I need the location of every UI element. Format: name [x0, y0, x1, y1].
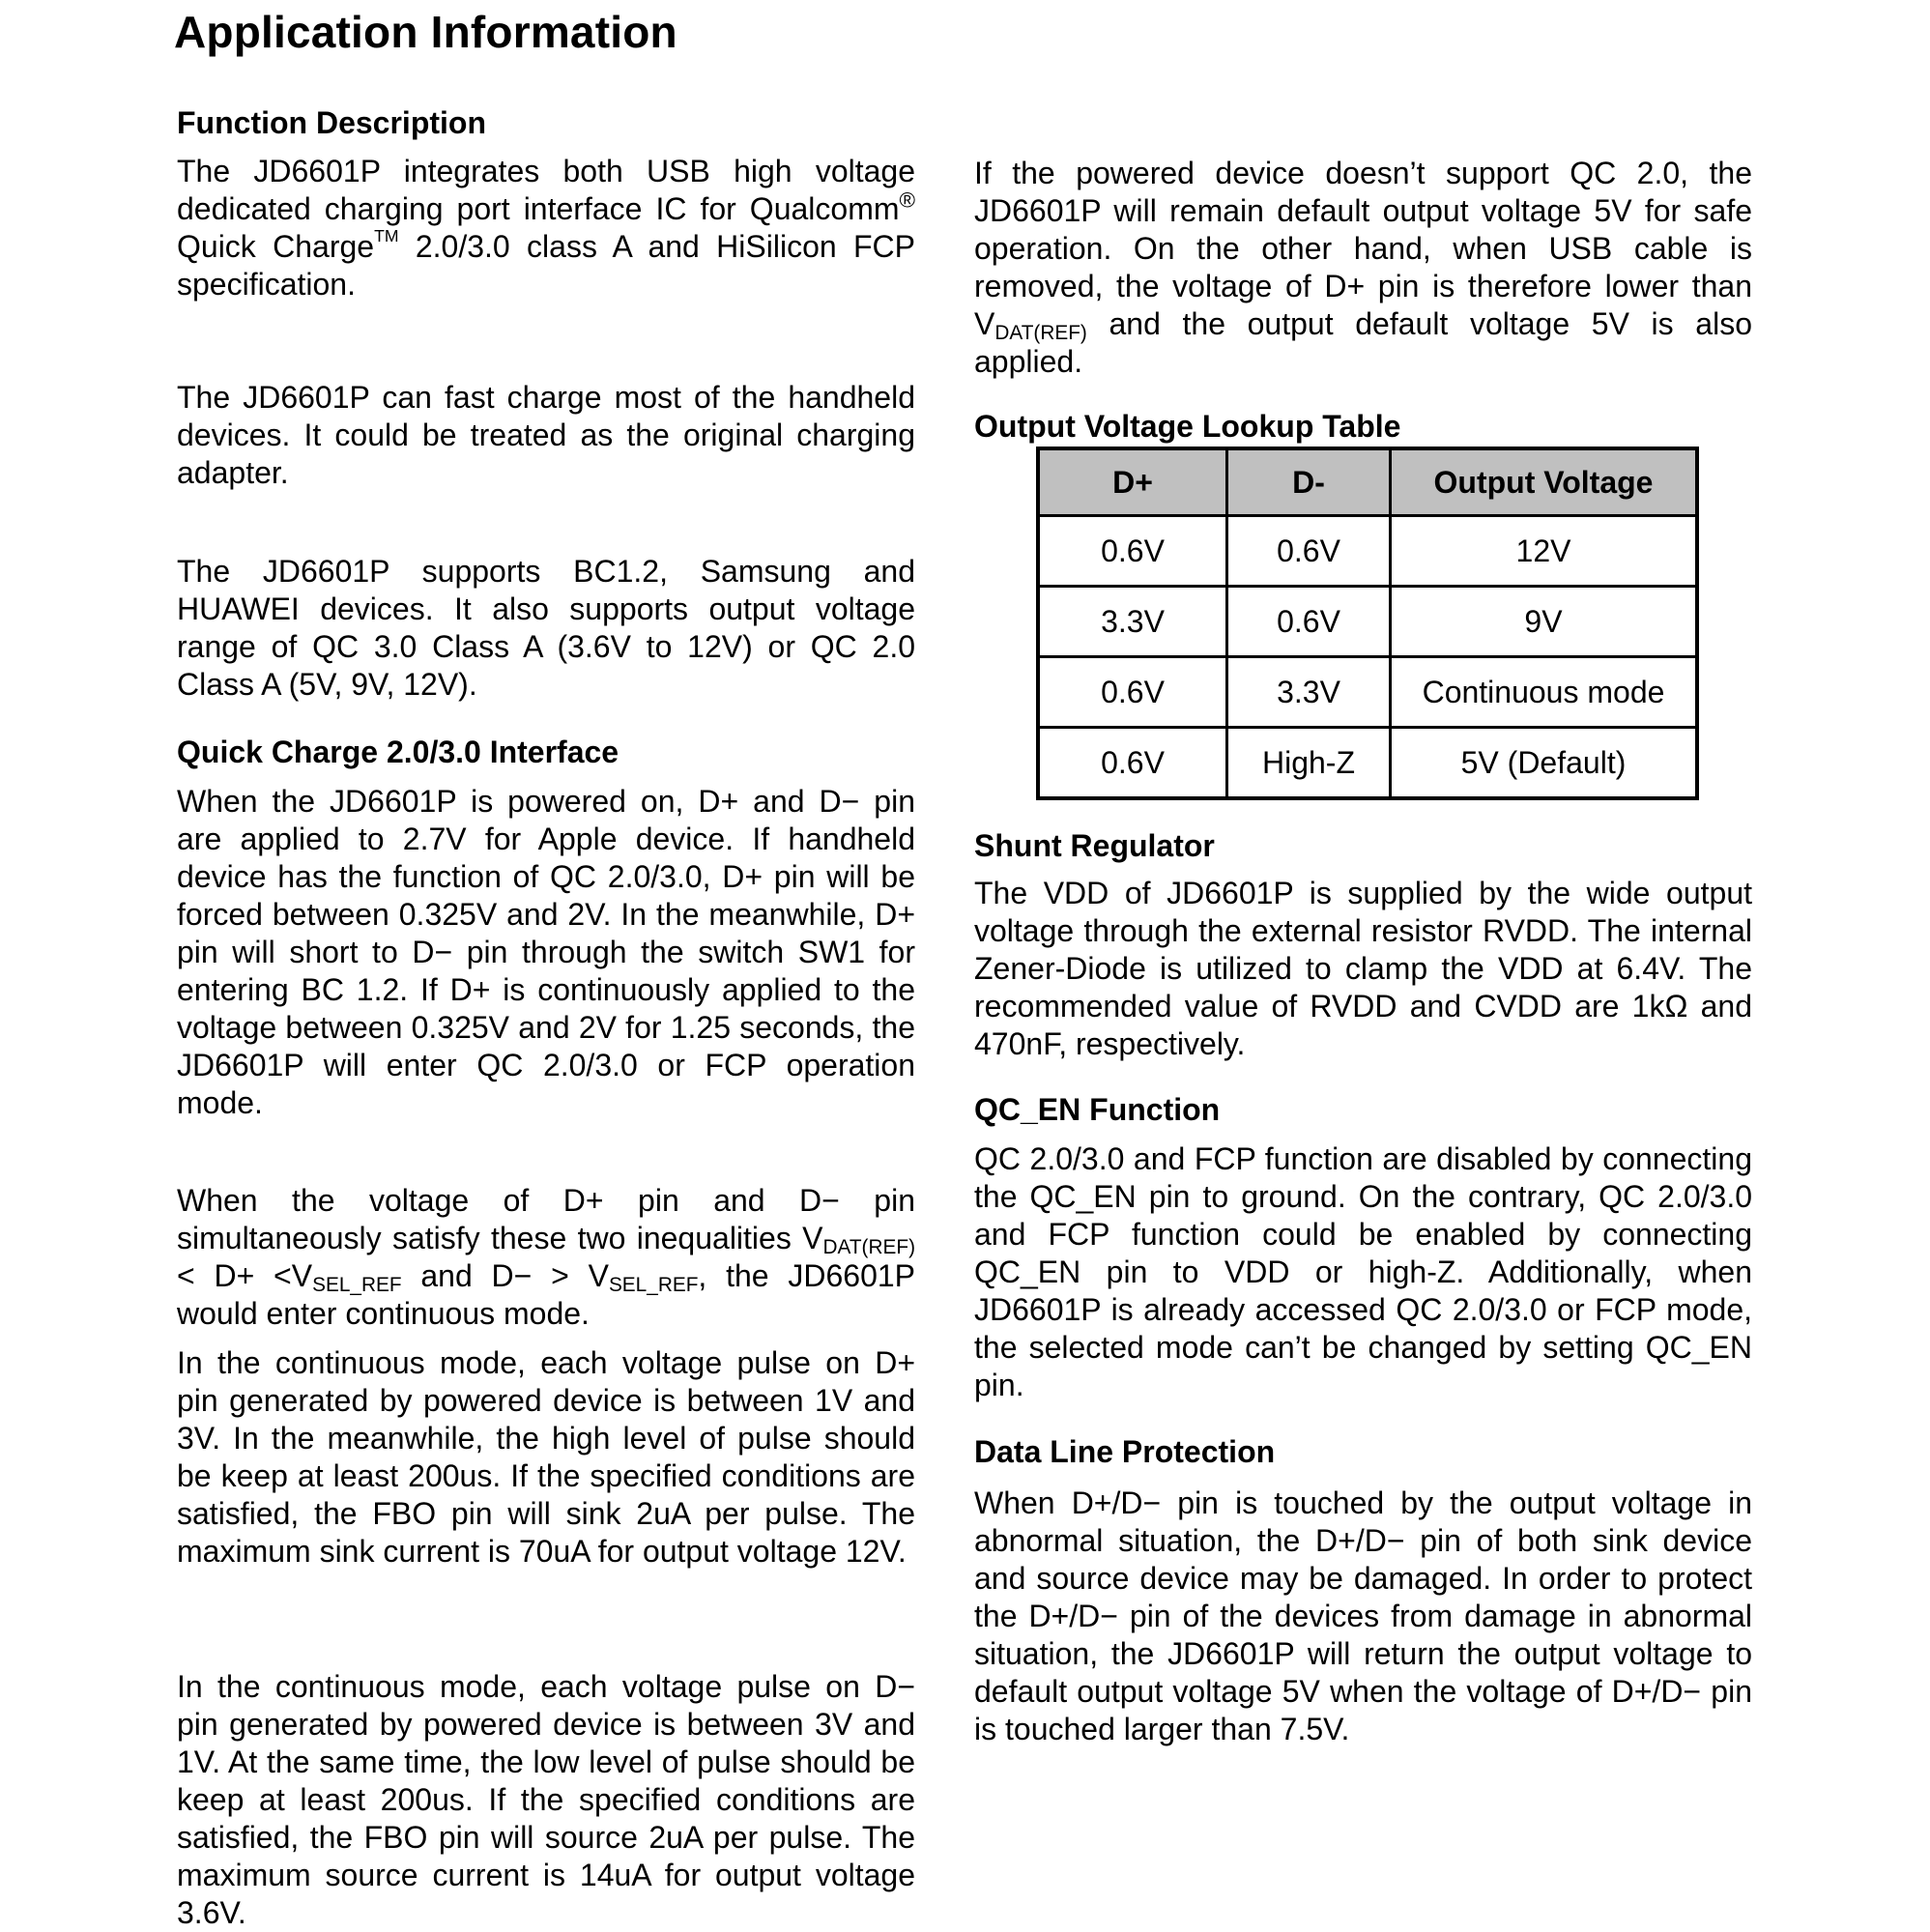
function-description-paragraph-3	[177, 553, 915, 704]
default-voltage-paragraph	[974, 155, 1752, 381]
table-cell: 5V (Default)	[1391, 728, 1698, 799]
output-voltage-lookup-table	[1036, 447, 1699, 800]
subscript: SEL_REF	[312, 1274, 402, 1297]
data-line-protection-paragraph	[974, 1485, 1752, 1748]
table-cell: Continuous mode	[1391, 657, 1698, 728]
table-cell: High-Z	[1227, 728, 1391, 799]
quick-charge-paragraph-3	[177, 1344, 915, 1571]
column-header: D-	[1227, 448, 1391, 516]
function-description-paragraph-2	[177, 379, 915, 492]
paragraph	[177, 1182, 915, 1333]
text-run: < D+ <V	[177, 1258, 313, 1293]
trademark-mark: TM	[374, 226, 399, 246]
section-heading: Function Description	[177, 105, 486, 140]
table-row	[1038, 657, 1697, 728]
table-header-row	[1038, 448, 1697, 516]
table-row	[1038, 587, 1697, 657]
quick-charge-paragraph-4	[177, 1668, 915, 1932]
table-row	[1038, 728, 1697, 799]
registered-mark: ®	[899, 187, 915, 213]
function-description-section	[177, 103, 915, 142]
text-run: and D− > V	[401, 1258, 609, 1293]
table-cell: 0.6V	[1038, 657, 1227, 728]
quick-charge-section	[177, 733, 915, 771]
table-cell: 0.6V	[1227, 587, 1391, 657]
quick-charge-paragraph-2	[177, 1182, 915, 1333]
text-run: Quick Charge	[177, 229, 375, 264]
subscript: SEL_REF	[608, 1274, 699, 1297]
table-cell: 3.3V	[1227, 657, 1391, 728]
table-cell: 3.3V	[1038, 587, 1227, 657]
table-cell: 9V	[1391, 587, 1698, 657]
quick-charge-paragraph-1	[177, 783, 915, 1122]
text-run: 2.0/3.0 class A and HiSilicon FCP specification.	[177, 229, 916, 302]
table-cell: 12V	[1391, 516, 1698, 587]
table-row	[1038, 516, 1697, 587]
text-run: When the voltage of D+ pin and D− pin simultaneously satisfy these two inequalities V	[177, 1183, 915, 1255]
text-run: The JD6601P integrates both USB high voltage dedicated charging port interface IC for Qualcomm	[177, 154, 915, 226]
paragraph: QC 2.0/3.0 and FCP function are disabled by connecting the QC_EN pin to ground. On the contrary, QC 2.0/3.0 and FCP function could be enabled by connecting QC_EN pin to VDD or high-Z. Additionally, when JD6601P is already accessed QC 2.0/3.0 or FCP mode, the selected mode can’t be changed by setting QC_EN pin.	[974, 1141, 1752, 1402]
paragraph: The JD6601P supports BC1.2, Samsung and HUAWEI devices. It also supports output voltage range of QC 3.0 Class A (3.6V to 12V) or QC 2.0 Class A (5V, 9V, 12V).	[177, 554, 915, 702]
lookup-table-section	[974, 407, 1752, 446]
qc-en-section	[974, 1090, 1752, 1129]
paragraph: In the continuous mode, each voltage pulse on D+ pin generated by powered device is between 1V and 3V. In the meanwhile, the high level of pulse should be keep at least 200us. If the specified conditions are satisfied, the FBO pin will sink 2uA per pulse. The maximum sink current is 70uA for output voltage 12V.	[177, 1345, 915, 1569]
subscript: DAT(REF)	[822, 1236, 915, 1259]
column-header: D+	[1038, 448, 1227, 516]
column-header: Output Voltage	[1391, 448, 1698, 516]
section-heading: Data Line Protection	[974, 1434, 1276, 1469]
paragraph	[177, 153, 915, 303]
paragraph: The VDD of JD6601P is supplied by the wide output voltage through the external resistor RVDD. The internal Zener-Diode is utilized to clamp the VDD at 6.4V. The recommended value of RVDD and CVDD are 1kΩ and 470nF, respectively.	[974, 876, 1752, 1061]
qc-en-paragraph	[974, 1140, 1752, 1404]
function-description-paragraph-1	[177, 153, 915, 303]
paragraph: In the continuous mode, each voltage pulse on D− pin generated by powered device is between 3V and 1V. At the same time, the low level of pulse should be keep at least 200us. If the specified conditions are satisfied, the FBO pin will source 2uA per pulse. The maximum source current is 14uA for output voltage 3.6V.	[177, 1669, 915, 1930]
table-cell: 0.6V	[1227, 516, 1391, 587]
data-line-protection-section	[974, 1432, 1752, 1471]
section-heading: Shunt Regulator	[974, 828, 1215, 863]
text-run: , the JD6601P would enter continuous mode.	[177, 1258, 916, 1331]
text-run: If the powered device doesn’t support QC 2.0, the JD6601P will remain default output voltage 5V for safe operation. On the other hand, when USB cable is removed, the voltage of D+ pin is therefore lower than V	[974, 156, 1752, 341]
paragraph: When the JD6601P is powered on, D+ and D− pin are applied to 2.7V for Apple device. If handheld device has the function of QC 2.0/3.0, D+ pin will be forced between 0.325V and 2V. In the meanwhile, D+ pin will short to D− pin through the switch SW1 for entering BC 1.2. If D+ is continuously applied to the voltage between 0.325V and 2V for 1.25 seconds, the JD6601P will enter QC 2.0/3.0 or FCP operation mode.	[177, 784, 915, 1120]
section-heading: Quick Charge 2.0/3.0 Interface	[177, 735, 619, 769]
paragraph	[974, 155, 1752, 381]
shunt-regulator-section	[974, 826, 1752, 865]
table-cell: 0.6V	[1038, 516, 1227, 587]
page-title: Application Information	[174, 7, 677, 57]
paragraph: When D+/D− pin is touched by the output voltage in abnormal situation, the D+/D− pin of both sink device and source device may be damaged. In order to protect the D+/D− pin of the devices from damage in abnormal situation, the JD6601P will return the output voltage to default output voltage 5V when the voltage of D+/D− pin is touched larger than 7.5V.	[974, 1485, 1752, 1746]
paragraph: The JD6601P can fast charge most of the handheld devices. It could be treated as the original charging adapter.	[177, 380, 915, 490]
shunt-regulator-paragraph	[974, 875, 1752, 1063]
section-heading: QC_EN Function	[974, 1092, 1221, 1127]
subscript: DAT(REF)	[994, 322, 1087, 345]
table-cell: 0.6V	[1038, 728, 1227, 799]
section-heading: Output Voltage Lookup Table	[974, 409, 1401, 444]
text-run: and the output default voltage 5V is also applied.	[974, 306, 1752, 379]
